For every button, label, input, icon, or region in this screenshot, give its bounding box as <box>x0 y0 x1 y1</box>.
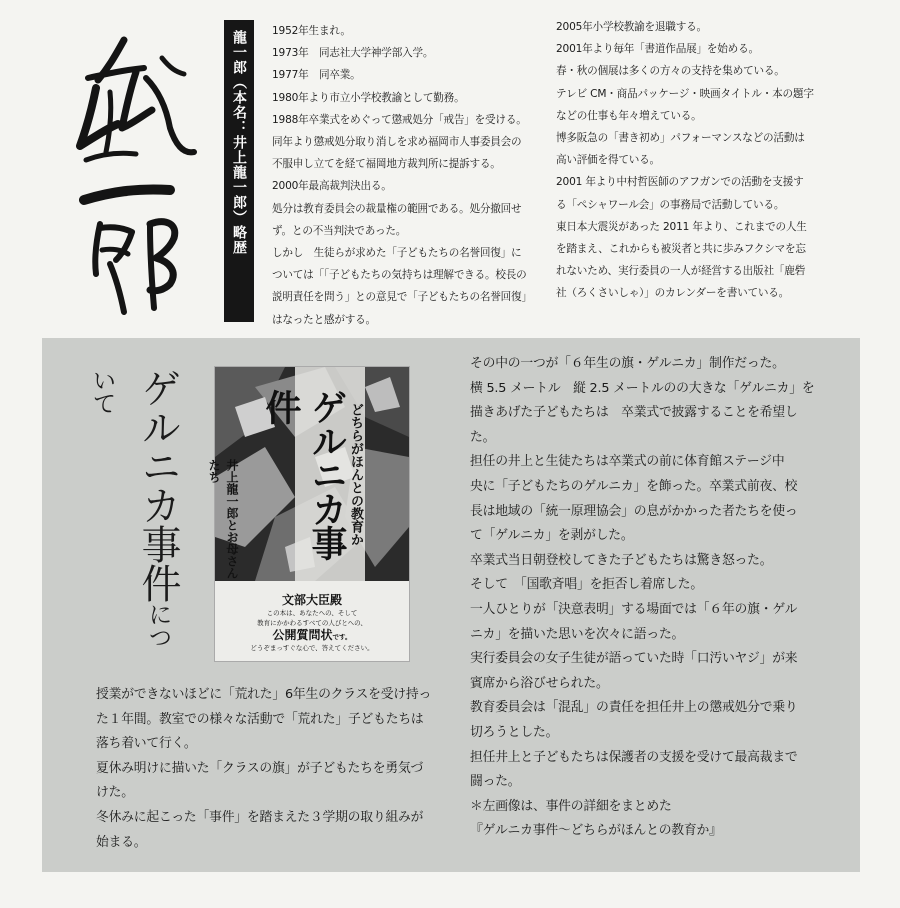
bio-line: などの仕事も年々増えている。 <box>556 109 702 122</box>
bio-line: 高い評価を得ている。 <box>556 154 660 167</box>
story-line: て「ゲルニカ」を剥がした。 <box>470 528 634 544</box>
section-title <box>88 368 186 668</box>
bio-line: 東日本大震災があった 2011 年より、これまでの人生 <box>556 220 807 233</box>
story-line: その中の一つが「６年生の旗・ゲルニカ」制作だった。 <box>470 356 785 371</box>
story-line: 『ゲルニカ事件〜どちらがほんとの教育か』 <box>470 823 722 839</box>
bio-line: 1988年卒業式をめぐって懲戒処分「戒告」を受ける。 <box>272 113 527 126</box>
story-line: けた。 <box>96 785 134 801</box>
bio-line: 1952年生まれ。 <box>272 25 351 37</box>
story-line: 卒業式当日朝登校してきた子どもたちは驚き怒った。 <box>470 552 773 568</box>
story-line: 担任の井上と生徒たちは卒業式の前に体育館ステージ中 <box>470 454 785 470</box>
story-line: 一人ひとりが「決意表明」する場面では「６年の旗・ゲル <box>470 601 798 617</box>
story-line: 授業ができないほどに「荒れた」6年生のクラスを受け持っ <box>96 687 432 702</box>
story-line: 長は地域の「統一原理協会」の息がかかった者たちを使っ <box>470 503 798 519</box>
biography-banner-text: 龍一郎（本名：井上龍一郎）略歴 <box>231 30 247 255</box>
bio-line: を踏まえ、これからも被災者と共に歩みフクシマを忘 <box>556 243 806 256</box>
story-left-column <box>96 683 436 855</box>
story-line: 落ち着いて行く。 <box>96 736 197 752</box>
bio-line: 2001 年より中村哲医師のアフガンでの活動を支援す <box>556 176 804 189</box>
story-right-column <box>470 352 815 844</box>
story-line: 描きあげた子どもたちは 卒業式で披露することを希望し <box>470 405 798 421</box>
biography-left-column <box>272 20 534 331</box>
bio-line: 1977年 同卒業。 <box>272 69 361 82</box>
story-line: そして 「国歌斉唱」を拒否し着席した。 <box>470 577 703 593</box>
book-minister: 文部大臣殿 <box>281 593 342 607</box>
bio-line: 説明責任を問う」との意見で「子どもたちの名誉回復」 <box>272 291 532 304</box>
story-line: 実行委員会の女子生徒が語っていた時「口汚いヤジ」が来 <box>470 651 798 667</box>
story-line: 央に「子どもたちのゲルニカ」を飾った。卒業式前夜、校 <box>470 478 798 494</box>
story-line: 切ろうとした。 <box>470 724 559 740</box>
story-line: 賓席から浴びせられた。 <box>470 675 609 691</box>
bio-line: テレビ CM・商品パッケージ・映画タイトル・本の題字 <box>556 87 814 100</box>
story-line: た。 <box>470 429 496 445</box>
bio-line: 1980年より市立小学校教諭として勤務。 <box>272 91 465 104</box>
book-letter: 公開質問状 <box>272 628 333 642</box>
bio-line: 同年より懲戒処分取り消しを求め福岡市人事委員会の <box>272 136 522 149</box>
bio-line: 社（ろくさいしゃ）」のカレンダーを書いている。 <box>556 287 790 300</box>
bio-line: 春・秋の個展は多くの方々の支持を集めている。 <box>556 65 785 78</box>
story-line: 始まる。 <box>96 834 147 850</box>
biography-banner <box>224 20 254 322</box>
book-small-line: どうぞまっすぐな心で、答えてください。 <box>250 644 374 652</box>
story-line: ＊左画像は、事件の詳細をまとめた <box>470 798 672 814</box>
book-letter-line <box>215 628 409 643</box>
bio-line: 不服申し立てを経て福岡地方裁判所に提訴する。 <box>272 158 501 171</box>
book-cover-lower <box>215 591 409 653</box>
story-line: 担任井上と子どもたちは保護者の支援を受けて最高裁まで <box>470 749 798 765</box>
section-title-main: ゲルニカ事件 <box>135 368 181 602</box>
book-author: 井上龍一郎とお母さんたち <box>207 459 239 579</box>
book-title: ゲルニカ事件 <box>260 389 347 559</box>
bio-line: ついては「「子どもたちの気持ちは理解できる。校長の <box>272 269 527 282</box>
bio-line: 2001年より毎年「書道作品展」を始める。 <box>556 43 759 56</box>
bio-line: 処分は教育委員会の裁量権の範囲である。処分撤回せ <box>272 202 522 215</box>
bio-line: ず。との不当判決であった。 <box>272 224 407 237</box>
story-line: 横 5.5 メートル 縦 2.5 メートルのの大きな「ゲルニカ」を <box>470 380 815 396</box>
biography-right-column <box>556 16 856 305</box>
bio-line: る「ペシャワール会」の事務局で活動している。 <box>556 198 785 211</box>
bio-line: れないため、実行委員の一人が経営する出版社「鹿砦 <box>556 265 806 278</box>
bio-line: しかし 生徒らが求めた「子どもたちの名誉回復」に <box>272 247 522 260</box>
story-line: 夏休み明けに描いた「クラスの旗」が子どもたちを勇気づ <box>96 760 424 776</box>
story-line: 闘った。 <box>470 774 521 790</box>
book-subtitle: どちらがほんとの教育か <box>348 403 363 546</box>
bio-line: 1973年 同志社大学神学部入学。 <box>272 47 434 60</box>
story-line: た１年間。教室での様々な活動で「荒れた」子どもたちは <box>96 711 424 727</box>
bio-line: はなったと感がする。 <box>272 313 376 326</box>
book-small-line: この本は、あなたへの、そして <box>266 609 358 617</box>
book-letter-suffix: です。 <box>332 633 352 641</box>
bio-line: 2005年小学校教諭を退職する。 <box>556 21 707 33</box>
story-line: ニカ」を描いた思いを次々に語った。 <box>470 626 685 642</box>
bio-line: 2000年最高裁判決出る。 <box>272 180 392 193</box>
book-small-line: 教育にかかわるすべての人びとへの、 <box>257 619 367 627</box>
book-cover-image <box>207 366 410 662</box>
story-line: 教育委員会は「混乱」の責任を担任井上の懲戒処分で乗り <box>470 700 798 716</box>
bio-line: 博多阪急の「書き初め」パフォーマンスなどの活動は <box>556 132 805 145</box>
section-title-suffix: について <box>88 368 172 648</box>
signature-calligraphy <box>66 28 206 318</box>
story-line: 冬休みに起こった「事件」を踏まえた３学期の取り組みが <box>96 809 424 825</box>
